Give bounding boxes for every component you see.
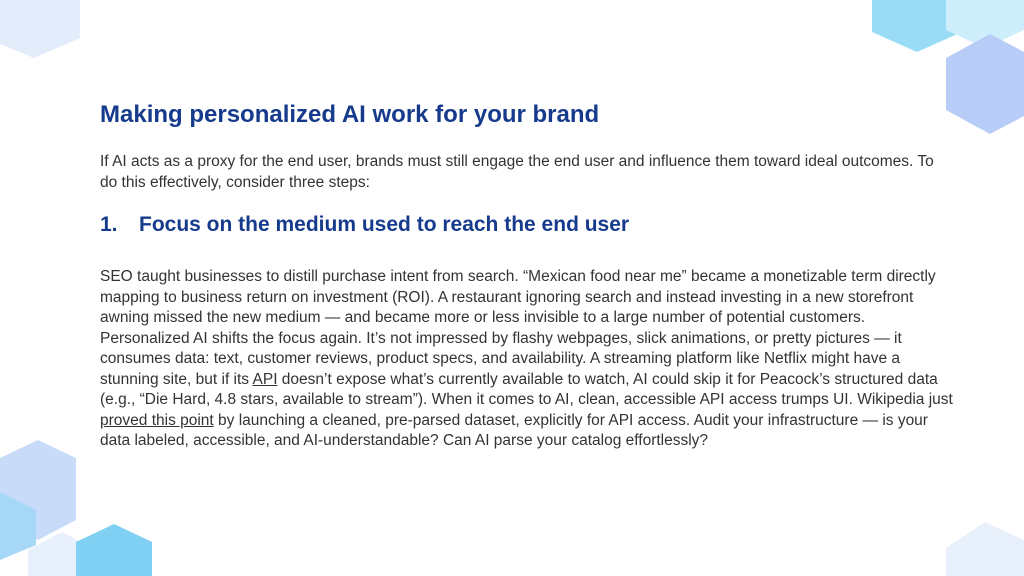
- intro-paragraph: If AI acts as a proxy for the end user, brands must still engage the end user and influence them toward ideal outcomes. To do this effectively, consider three steps:: [100, 153, 934, 191]
- body-paragraph: [100, 267, 955, 452]
- api-link[interactable]: API: [252, 370, 278, 388]
- section-number: 1.: [100, 213, 118, 236]
- hexagon-top-left: [0, 0, 80, 58]
- hexagon-bottom-left-large: [0, 440, 76, 540]
- body-text-part-3: by launching a cleaned, pre-parsed dataset, explicitly for API access. Audit your infrastructure — is your data labeled, accessible, and AI-understandable? Can AI parse your catalog effortlessly?: [100, 411, 928, 449]
- hexagon-bottom-left-cyan: [0, 492, 36, 560]
- hexagon-bottom-cyan: [76, 524, 152, 576]
- page-title: Making personalized AI work for your brand: [100, 101, 600, 128]
- section-heading: [100, 213, 629, 237]
- hexagon-bottom-left-small: [28, 532, 96, 576]
- hexagon-bottom-right: [946, 522, 1024, 576]
- hexagon-top-right-light: [946, 0, 1024, 48]
- body-text-part-1: SEO taught businesses to distill purchase intent from search. “Mexican food near me” became a monetizable term directly mapping to business return on investment (ROI). A restaurant ignoring search and instead investing in a new storefront awning missed the new medium — and became more or less invisible to a large number of potential customers. Personalized AI shifts the focus again. It’s not impressed by flashy webpages, slick animations, or pretty pictures — it consumes data: text, customer reviews, product specs, and availability. A streaming platform like Netflix might have a stunning site, but if its: [100, 268, 936, 388]
- body-text-part-2: doesn’t expose what’s currently available to watch, AI could skip it for Peacock’s structured data (e.g., “Die Hard, 4.8 stars, available to stream”). When it comes to AI, clean, accessible API access trumps UI. Wikipedia just: [100, 370, 953, 408]
- section-heading-text: Focus on the medium used to reach the end user: [139, 213, 630, 236]
- hexagon-top-right-cyan: [872, 0, 962, 52]
- proved-this-point-link[interactable]: proved this point: [100, 411, 214, 429]
- hexagon-right-blue: [946, 34, 1024, 134]
